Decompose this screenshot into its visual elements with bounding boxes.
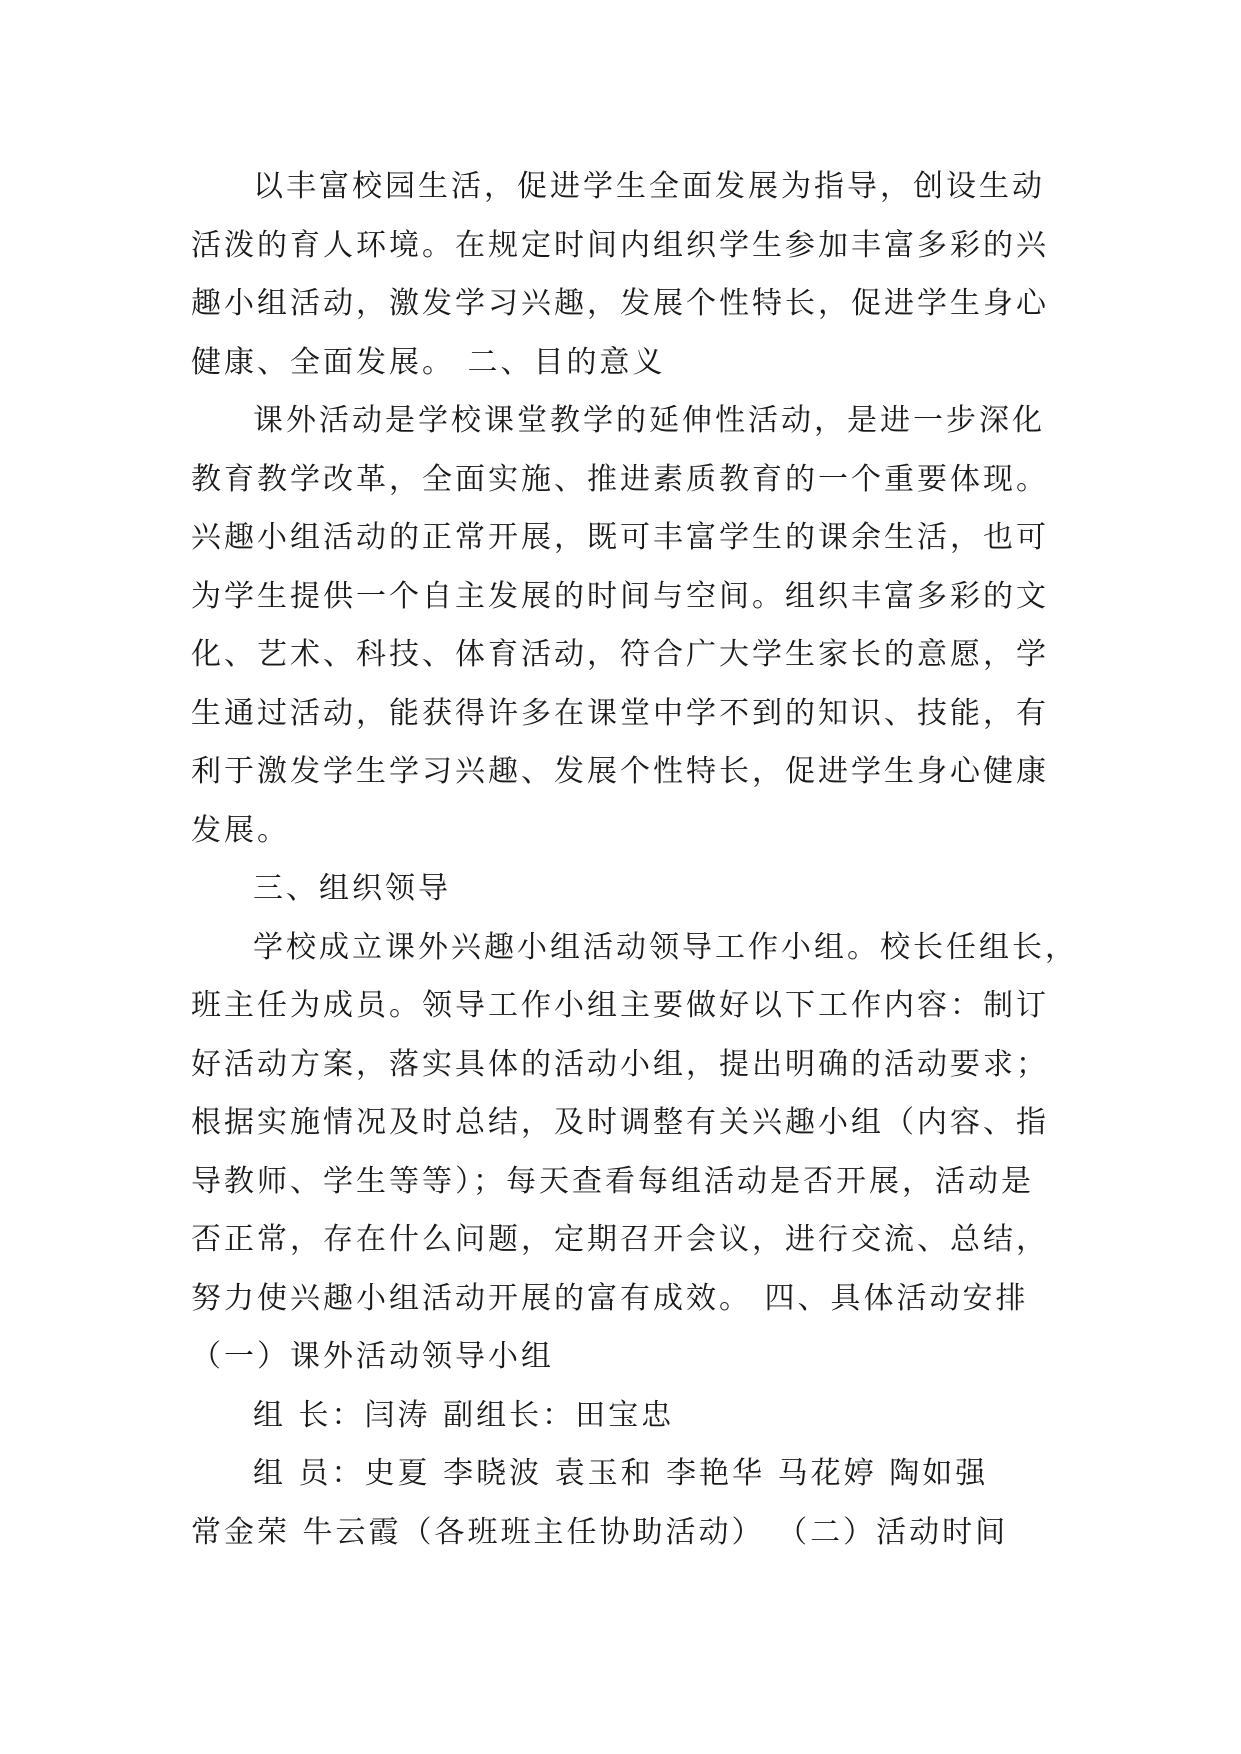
text-line: 导教师、学生等等）；每天查看每组活动是否开展，活动是 xyxy=(191,1163,1034,1199)
document-body xyxy=(191,158,1078,1562)
text-line: 教育教学改革，全面实施、推进素质教育的一个重要体现。 xyxy=(191,461,1049,497)
text-line: 趣小组活动，激发学习兴趣，发展个性特长，促进学生身心 xyxy=(191,286,1049,321)
text-line: 努力使兴趣小组活动开展的富有成效。 四、具体活动安排 xyxy=(191,1280,1029,1316)
text-line: 利于激发学生学习兴趣、发展个性特长，促进学生身心健康 xyxy=(191,754,1049,789)
text-line: 化、艺术、科技、体育活动，符合广大学生家长的意愿，学 xyxy=(191,637,1049,672)
text-line: 组 长：闫涛 副组长：田宝忠 xyxy=(253,1397,675,1433)
text-line: 兴趣小组活动的正常开展，既可丰富学生的课余生活，也可 xyxy=(191,520,1049,555)
text-line: 组 员：史夏 李晓波 袁玉和 李艳华 马花婷 陶如强 xyxy=(253,1456,989,1491)
subsection-heading: （一）课外活动领导小组 xyxy=(191,1339,554,1374)
text-line: 以丰富校园生活，促进学生全面发展为指导，创设生动 xyxy=(253,169,1045,204)
text-line: 活泼的育人环境。在规定时间内组织学生参加丰富多彩的兴 xyxy=(191,227,1049,263)
text-line: 学校成立课外兴趣小组活动领导工作小组。校长任组长， xyxy=(253,929,1078,965)
text-line: 生通过活动，能获得许多在课堂中学不到的知识、技能，有 xyxy=(191,695,1049,731)
text-line: 否正常，存在什么问题，定期召开会议，进行交流、总结， xyxy=(191,1222,1049,1257)
text-line: 为学生提供一个自主发展的时间与空间。组织丰富多彩的文 xyxy=(191,578,1049,614)
text-line: 常金荣 牛云霞（各班班主任协助活动） （二）活动时间 xyxy=(191,1514,1009,1550)
text-line: 课外活动是学校课堂教学的延伸性活动，是进一步深化 xyxy=(253,403,1045,438)
text-line: 根据实施情况及时总结，及时调整有关兴趣小组（内容、指 xyxy=(191,1105,1049,1140)
text-line: 好活动方案，落实具体的活动小组，提出明确的活动要求； xyxy=(191,1046,1049,1082)
text-line: 班主任为成员。领导工作小组主要做好以下工作内容：制订 xyxy=(191,988,1049,1023)
text-line: 健康、全面发展。 二、目的意义 xyxy=(191,344,666,380)
text-line: 发展。 xyxy=(191,812,290,848)
section-heading: 三、组织领导 xyxy=(253,871,451,906)
